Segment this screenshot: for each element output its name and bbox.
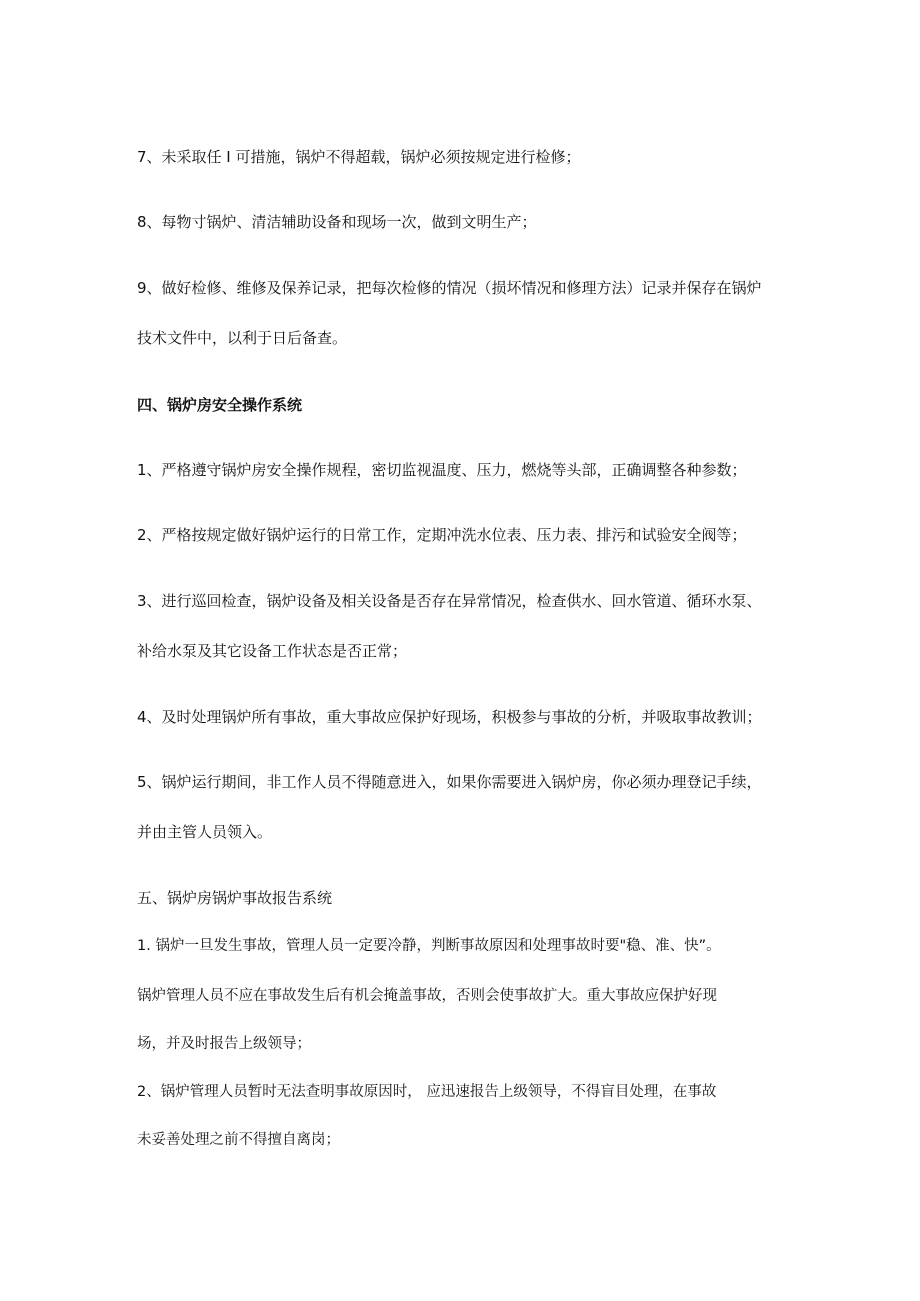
text-line-section4-item-3-part2: 补给水泵及其它设备工作状态是否正常； — [137, 642, 408, 660]
text-line-item-9-part1: 9、做好检修、维修及保养记录，把每次检修的情况（损坏情况和修理方法）记录并保存在锅炉 — [137, 279, 762, 297]
text-line-section4-item-2: 2、严格按规定做好锅炉运行的日常工作，定期冲洗水位表、压力表、排污和试验安全阀等； — [137, 526, 747, 544]
text-line-item-9-part2: 技术文件中，以利于日后备查。 — [137, 329, 348, 347]
text-line-section5-item-1-part2: 锅炉管理人员不应在事故发生后有机会掩盖事故，否则会使事故扩大。重大事故应保护好现 — [137, 988, 717, 1004]
text-line-section5-item-1-part1: 1. 锅炉一旦发生事故，管理人员一定要冷静，判断事故原因和处理事故时要"稳、准、快”。 — [137, 938, 721, 954]
text-line-section4-item-1: 1、严格遵守锅炉房安全操作规程，密切监视温度、压力，燃烧等头部，正确调整各种参数； — [137, 461, 747, 479]
text-line-section5-item-2-part1: 2、锅炉管理人员暂时无法查明事故原因时， 应迅速报告上级领导，不得盲目处理，在事故 — [137, 1084, 717, 1100]
text-line-section5-item-2-part2: 未妥善处理之前不得擅自离岗； — [137, 1132, 340, 1148]
text-line-item-8: 8、每物寸锅炉、清洁辅助设备和现场一次，做到文明生产； — [137, 213, 537, 231]
text-line-section4-item-5-part1: 5、锅炉运行期间，非工作人员不得随意进入，如果你需要进入锅炉房，你必须办理登记手续， — [137, 773, 762, 791]
text-line-section4-item-4: 4、及时处理锅炉所有事故，重大事故应保护好现场，积极参与事故的分析，并吸取事故教训； — [137, 708, 762, 726]
text-line-section4-item-5-part2: 并由主管人员领入。 — [137, 823, 273, 841]
text-line-section5-item-1-part3: 场，并及时报告上级领导； — [137, 1036, 311, 1052]
section-heading-5: 五、锅炉房锅炉事故报告系统 — [137, 889, 333, 907]
section-heading-4: 四、锅炉房安全操作系统 — [137, 396, 303, 414]
text-line-item-7: 7、未采取任 I 可措施，锅炉不得超载，锅炉必须按规定进行检修； — [137, 148, 581, 166]
text-line-section4-item-3-part1: 3、进行巡回检查，锅炉设备及相关设备是否存在异常情况，检查供水、回水管道、循环水泵、 — [137, 592, 762, 610]
